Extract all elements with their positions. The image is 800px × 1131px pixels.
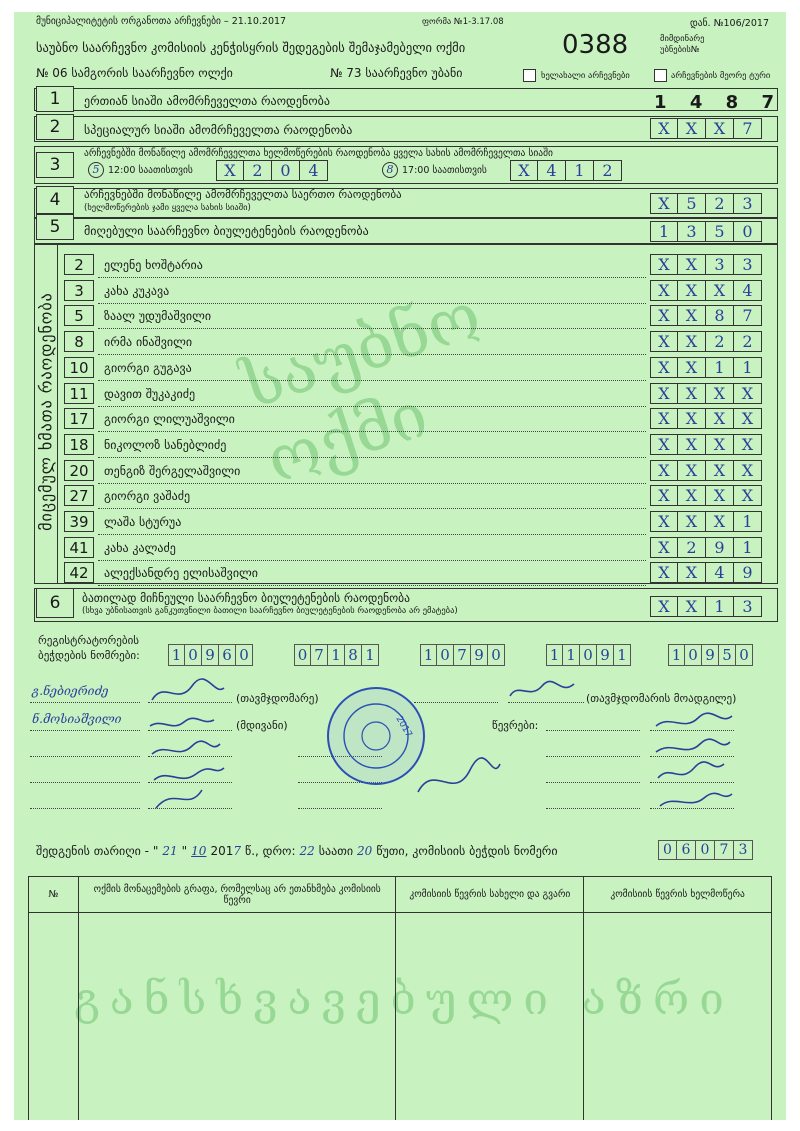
vote-digit: X [706,460,734,481]
label-chair: (თავმჯდომარე) [236,692,319,705]
register-digit: 0 [185,644,202,666]
date-minute: 20 [357,844,373,858]
vote-digit: X [650,408,678,429]
register-digit: 1 [614,644,631,666]
dissent-cell[interactable] [584,913,772,1121]
date-line: შედგენის თარიღი - " 21 " 10 201 7 წ., დრო: 22 საათი 20 წუთი, კომისიის ბეჭდის ნომერი [36,844,558,858]
vote-digit: X [706,511,734,532]
vote-digit: X [706,383,734,404]
candidate-name: ზაალ უდუმაშვილი [104,309,212,323]
candidate-name: თენგიზ შერგელაშვილი [104,464,241,478]
vote-digit: 4 [734,280,762,301]
vote-digit: X [678,357,706,378]
vote-digit: X [706,485,734,506]
sig-line-member-8 [546,756,640,757]
register-digit: 5 [719,644,736,666]
candidate-votes [650,254,762,275]
vote-digit: 9 [706,537,734,558]
candidate-name: დავით შუკაკიძე [104,387,196,401]
row-3-circle-12: 5 [88,162,104,178]
vote-digit: X [650,511,678,532]
sig-line-member-7 [546,730,640,731]
protocol-sheet [14,12,786,1120]
vote-digit: X [706,434,734,455]
district-label: № 06 სამგორის საარჩევნო ოლქი [36,66,233,80]
commission-stamp [324,684,428,788]
vote-digit: X [678,383,706,404]
vote-digit: X [650,485,678,506]
register-digit: 0 [437,644,454,666]
row-1-number: 1 [36,86,74,112]
candidate-row [58,278,778,304]
dissent-col-number: № [29,877,79,913]
row-3-time-17-label: 17:00 საათისთვის [402,165,487,176]
sig-line-chair [30,702,140,703]
vote-digit: X [734,460,762,481]
vote-digit: X [650,562,678,583]
vote-digit: X [734,408,762,429]
dissent-col-field: ოქმის მონაცემების გრაფა, რომელსაც არ ეთანხმება კომისიის წევრი [78,877,396,913]
candidate-name: გიორგი ვაშაძე [104,489,191,503]
candidate-row [58,406,778,432]
vote-digit: 2 [706,331,734,352]
candidate-row [58,483,778,509]
vote-digit: X [678,460,706,481]
watermark-vertical: საუბნო ოქმი [233,278,490,499]
vote-digit: X [650,331,678,352]
vote-digit: 7 [734,305,762,326]
protocol-number: 0388 [562,30,629,60]
register-digit: 0 [685,644,702,666]
row-3-circle-17: 8 [382,162,398,178]
sig-line-member-1 [30,756,140,757]
candidate-votes [650,511,762,532]
candidate-number: 3 [64,280,94,301]
register-seal-group [294,644,379,666]
row-3-time-12-label: 12:00 საათისთვის [108,165,193,176]
date-hour-suffix: საათი [318,844,354,858]
row-1-label: ერთიან სიაში ამომრჩეველთა რაოდენობა [84,94,330,108]
date-year-prefix: 201 [210,844,234,858]
protocol-title: საუბნო საარჩევნო კომისიის კენჭისყრის შედეგების შემაჯამებელი ოქმი [36,40,466,55]
precinct-label: № 73 საარჩევნო უბანი [330,66,463,80]
vote-digit: X [678,434,706,455]
checkbox-second-round[interactable] [654,69,667,82]
side-note-1: მიმდინარე [660,34,705,44]
vote-digit: 8 [706,305,734,326]
vote-digit: X [678,305,706,326]
candidate-votes [650,383,762,404]
register-digit: 6 [219,644,236,666]
candidate-number: 2 [64,254,94,275]
candidate-row [58,381,778,407]
register-seal-group [668,644,753,666]
row-2-number: 2 [36,114,74,140]
register-digit: 1 [668,644,685,666]
sig-line-member-3 [30,808,140,809]
row-5-label: მიღებული საარჩევნო ბიულეტენების რაოდენობა [84,224,369,238]
date-month: 10 [191,844,207,858]
candidate-votes [650,280,762,301]
candidate-name: ნიკოლოზ სანებლიძე [104,438,227,452]
row-3-number: 3 [36,152,74,178]
vote-digit: X [678,254,706,275]
vote-digit: 9 [734,562,762,583]
row-1-value: 1 4 8 7 [654,92,774,113]
candidate-name: ირმა ინაშვილი [104,335,193,349]
row-3-cells-12: X 2 0 4 [216,160,328,181]
date-minute-suffix: წუთი, კომისიის ბეჭდის ნომერი [376,844,558,858]
candidate-name: ალექსანდრე ელისაშვილი [104,566,259,580]
vote-digit: X [734,383,762,404]
register-digit: 0 [294,644,311,666]
vote-digit: X [678,511,706,532]
candidate-row [58,458,778,484]
side-note-2: უბნების№ [660,45,700,55]
date-year-suffix: წ., დრო: [244,844,296,858]
candidate-votes [650,537,762,558]
sig-line-member-2 [30,782,140,783]
candidate-name: კახა კუკავა [104,284,170,298]
candidate-name: კახა კალაძე [104,541,176,555]
candidate-votes [650,434,762,455]
checkbox-revote-label: ხელახალი არჩევნები [541,71,630,81]
register-digit: 0 [580,644,597,666]
register-digit: 8 [345,644,362,666]
sig-secretary-name: ნ.მოსიაშვილი [32,712,122,726]
label-secretary: (მდივანი) [236,719,288,732]
register-digit: 9 [202,644,219,666]
candidate-row [58,509,778,535]
label-members: წევრები: [492,719,539,732]
dissent-col-name: კომისიის წევრის სახელი და გვარი [396,877,584,913]
vote-digit: 2 [734,331,762,352]
dissent-cell[interactable] [29,913,79,1121]
row-4-number: 4 [36,186,74,214]
row-3-cells-17: X 4 1 2 [510,160,622,181]
candidate-votes [650,408,762,429]
election-title: მუნიციპალიტეტის ორგანოთა არჩევნები – 21.10.2017 [36,16,287,27]
candidate-name: გიორგი გუგავა [104,361,192,375]
candidate-name: ელენე ხოშტარია [104,258,203,272]
candidate-row [58,329,778,355]
register-digit: 0 [736,644,753,666]
candidate-number: 11 [64,383,94,404]
vote-digit: 2 [678,537,706,558]
date-day: 21 [162,844,178,858]
candidate-votes [650,460,762,481]
row-4-sublabel: (ხელმოწერების ჯამი ყველა სახის სიაში) [84,203,251,213]
row-6-sublabel: (სხვა უბნისათვის განკუთვნილი ბათილი საარჩევნო ბიულეტენების რაოდენობა არ ემატება) [82,606,458,616]
vote-digit: 3 [734,254,762,275]
vote-digit: X [678,331,706,352]
checkbox-second-round-label: არჩევნების მეორე ტური [671,71,771,81]
vote-digit: X [678,562,706,583]
date-hour: 22 [299,844,315,858]
candidate-row [58,535,778,561]
row-6-cells: X X 1 3 [650,596,762,617]
vote-digit: X [734,485,762,506]
dissent-table [28,876,772,1120]
candidate-votes [650,305,762,326]
date-year-digit: 7 [233,844,241,858]
dissent-cell[interactable] [78,913,396,1121]
signature-scribbles-left [144,676,234,816]
register-seal-group [168,644,253,666]
date-prefix: შედგენის თარიღი - " [36,844,159,858]
register-digit: 1 [328,644,345,666]
register-digit: 0 [236,644,253,666]
row-3-label: არჩევნებში მონაწილე ამომრჩეველთა ხელმოწერების რაოდენობა ყველა სახის ამომრჩეველთა სიაში [84,148,553,159]
vote-digit: 1 [734,511,762,532]
vote-digit: X [650,280,678,301]
vote-digit: X [678,408,706,429]
candidate-row [58,560,778,586]
vote-digit: 4 [706,562,734,583]
vote-digit: X [650,460,678,481]
sig-line-member-10 [546,808,640,809]
register-digit: 9 [702,644,719,666]
vote-digit: 3 [706,254,734,275]
signature-deputy [504,676,594,706]
dissent-cell[interactable] [396,913,584,1121]
candidate-votes [650,357,762,378]
row-4-cells: X 5 2 3 [650,193,762,214]
candidate-row [58,303,778,329]
appendix-number: დან. №106/2017 [690,18,769,29]
register-label-1: რეგისტრატორების [38,634,140,647]
dissent-col-signature: კომისიის წევრის ხელმოწერა [584,877,772,913]
candidate-votes [650,485,762,506]
vote-digit: X [678,280,706,301]
register-digit: 7 [454,644,471,666]
row-5-cells: 1 3 5 0 [650,221,762,242]
row-6-number: 6 [36,588,74,618]
candidate-number: 27 [64,485,94,506]
candidate-name: გიორგი ლილუაშვილი [104,412,235,426]
candidate-row [58,355,778,381]
sig-line-member-9 [546,782,640,783]
register-digit: 1 [563,644,580,666]
sig-line-secretary [30,730,140,731]
vote-digit: X [650,434,678,455]
checkbox-revote[interactable] [523,69,536,82]
register-seal-group [546,644,631,666]
candidate-votes [650,331,762,352]
candidate-number: 41 [64,537,94,558]
vote-digit: X [650,254,678,275]
register-digit: 7 [311,644,328,666]
register-digit: 9 [471,644,488,666]
register-digit: 1 [420,644,437,666]
candidate-number: 17 [64,408,94,429]
svg-text:2017: 2017 [393,714,414,740]
vote-digit: X [650,537,678,558]
watermark-bottom: განსხვავებული აზრი [74,974,734,1025]
row-5-number: 5 [36,214,74,240]
vote-digit: X [650,383,678,404]
vote-digit: X [734,434,762,455]
candidate-row [58,432,778,458]
row-4-label: არჩევნებში მონაწილე ამომრჩეველთა საერთო რაოდენობა [84,188,402,201]
vote-digit: X [650,305,678,326]
candidate-row [58,252,778,278]
candidate-name: ლაშა სტურუა [104,515,182,529]
vote-digit: X [650,357,678,378]
register-digit: 0 [488,644,505,666]
candidate-number: 20 [64,460,94,481]
vote-digit: X [706,280,734,301]
register-digit: 9 [597,644,614,666]
form-number: ფორმა №1-3.17.08 [422,17,504,27]
register-digit: 1 [362,644,379,666]
candidate-number: 5 [64,305,94,326]
sig-line-member-6 [298,808,382,809]
vertical-label: მიცემულ ხმათა რაოდენობა [36,292,56,531]
candidate-number: 8 [64,331,94,352]
vote-digit: 1 [706,357,734,378]
candidate-number: 39 [64,511,94,532]
vote-digit: X [706,408,734,429]
register-digit: 1 [168,644,185,666]
row-6-label: ბათილად მიჩნეული საარჩევნო ბიულეტენების რაოდენობა [82,591,410,605]
register-label-2: ბეჭდების ნომრები: [38,649,140,662]
vote-digit: 1 [734,357,762,378]
candidate-number: 18 [64,434,94,455]
vote-digit: X [678,485,706,506]
candidate-row-line [98,585,646,586]
label-deputy: (თავმჯდომარის მოადგილე) [586,692,737,705]
vote-digit: 1 [734,537,762,558]
sig-chair-name: გ.ნებიერიძე [32,684,109,698]
signature-scribbles-right [650,708,740,818]
register-digit: 1 [546,644,563,666]
candidate-number: 42 [64,562,94,583]
row-2-cells: X X X 7 [650,118,762,139]
candidate-votes [650,562,762,583]
register-seal-group [420,644,505,666]
row-2-label: სპეციალურ სიაში ამომრჩეველთა რაოდენობა [84,123,353,137]
seal-number-cells: 0 6 0 7 3 [658,840,753,860]
candidate-number: 10 [64,357,94,378]
